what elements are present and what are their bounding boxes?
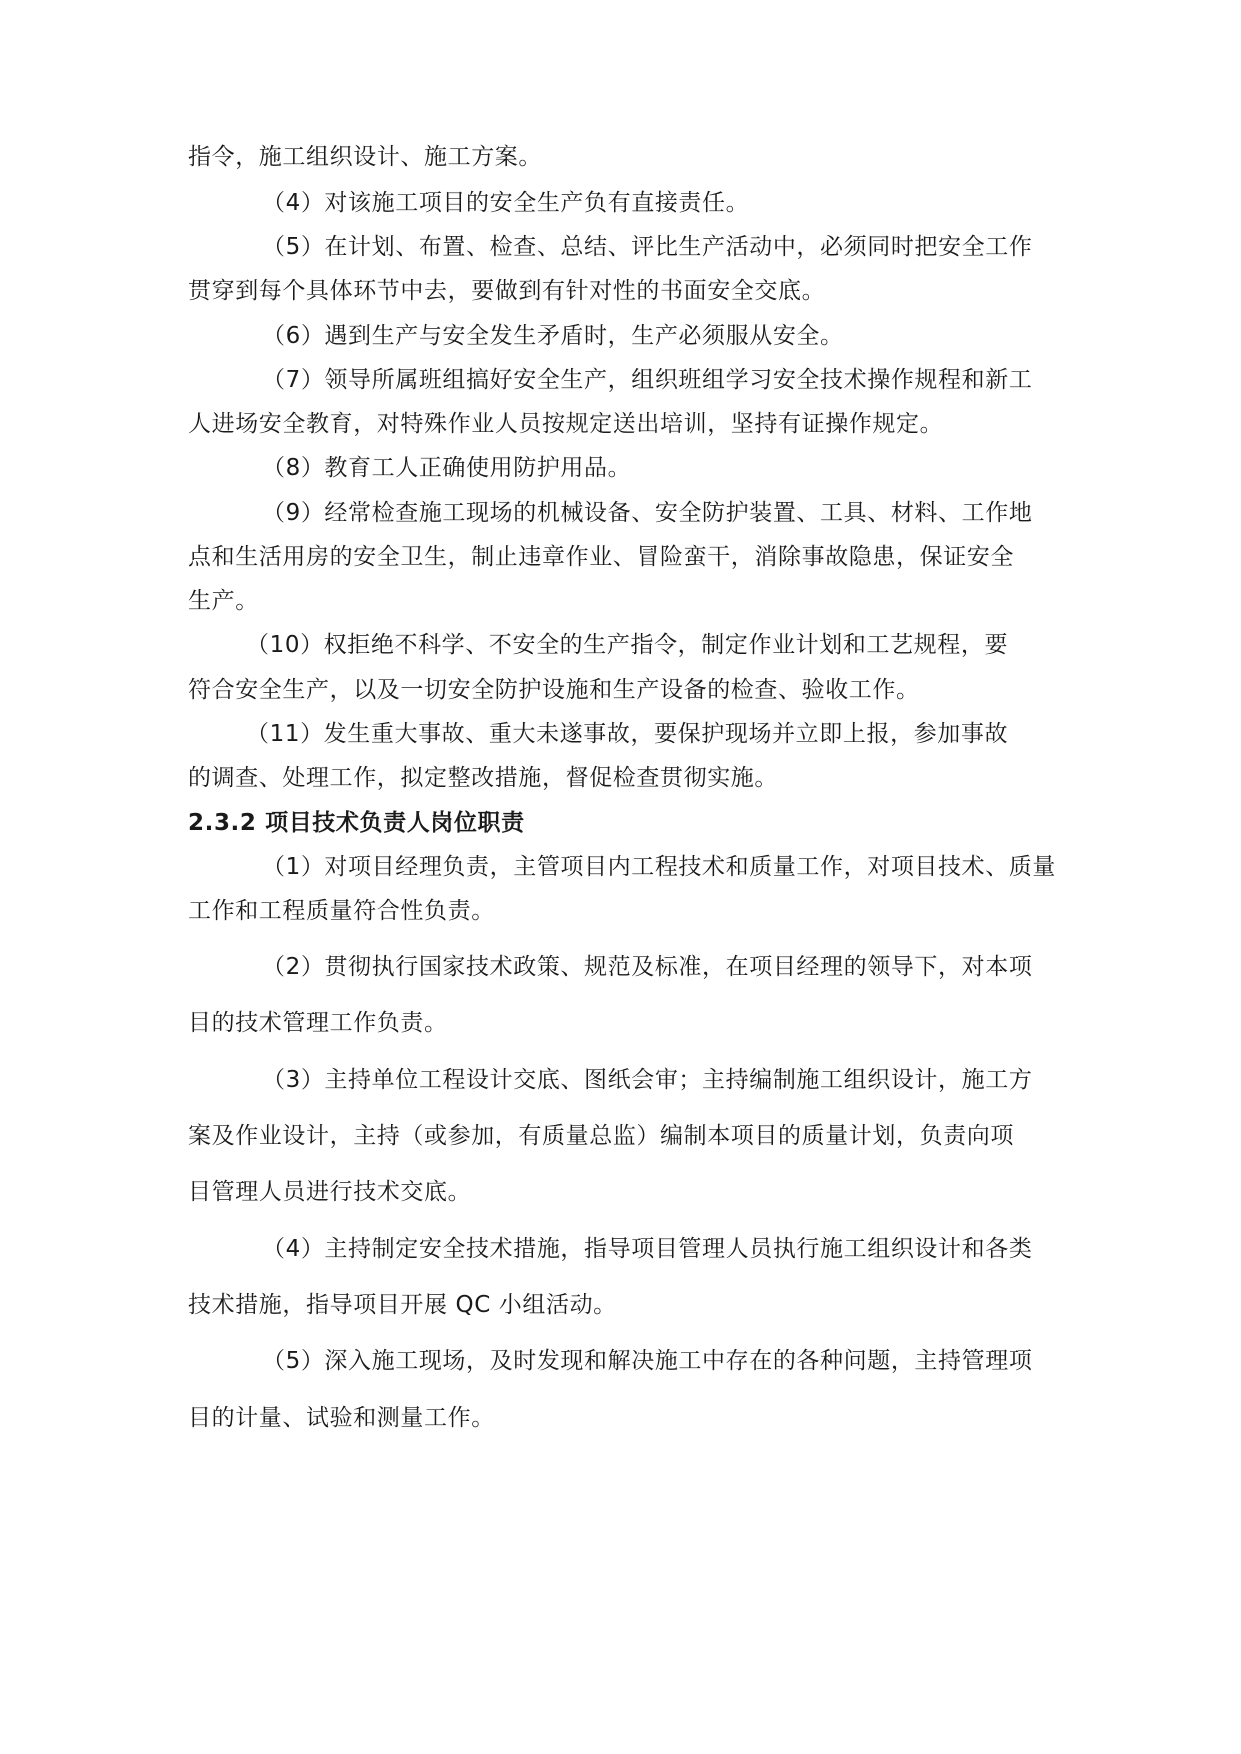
text-line: （8）教育工人正确使用防护用品。: [262, 455, 632, 481]
text-line: （5）深入施工现场，及时发现和解决施工中存在的各种问题，主持管理项: [262, 1348, 1033, 1374]
text-line: （2）贯彻执行国家技术政策、规范及标准，在项目经理的领导下，对本项: [262, 954, 1033, 980]
text-line: （5）在计划、布置、检查、总结、评比生产活动中，必须同时把安全工作: [262, 234, 1033, 260]
text-line: （3）主持单位工程设计交底、图纸会审；主持编制施工组织设计，施工方: [262, 1067, 1033, 1093]
text-line: （4）对该施工项目的安全生产负有直接责任。: [262, 190, 750, 216]
text-line: 案及作业设计，主持（或参加，有质量总监）编制本项目的质量计划，负责向项: [188, 1123, 1014, 1149]
text-line: 目管理人员进行技术交底。: [188, 1179, 472, 1205]
text-line: 生产。: [188, 588, 259, 614]
text-line: 技术措施，指导项目开展 QC 小组活动。: [188, 1292, 617, 1318]
text-line: 贯穿到每个具体环节中去，要做到有针对性的书面安全交底。: [188, 278, 826, 304]
section-heading: 2.3.2 项目技术负责人岗位职责: [188, 810, 525, 836]
text-line: （10）权拒绝不科学、不安全的生产指令，制定作业计划和工艺规程，要: [246, 632, 1009, 658]
text-line: （7）领导所属班组搞好安全生产，组织班组学习安全技术操作规程和新工: [262, 367, 1033, 393]
text-line: （11）发生重大事故、重大未遂事故，要保护现场并立即上报，参加事故: [246, 721, 1009, 747]
text-line: 目的技术管理工作负责。: [188, 1010, 448, 1036]
text-line: 指令，施工组织设计、施工方案。: [188, 144, 542, 170]
text-line: 人进场安全教育，对特殊作业人员按规定送出培训，坚持有证操作规定。: [188, 411, 944, 437]
text-line: （9）经常检查施工现场的机械设备、安全防护装置、工具、材料、工作地: [262, 500, 1033, 526]
text-line: （1）对项目经理负责，主管项目内工程技术和质量工作，对项目技术、质量: [262, 854, 1057, 880]
text-line: 点和生活用房的安全卫生，制止违章作业、冒险蛮干，消除事故隐患，保证安全: [188, 544, 1014, 570]
text-line: （4）主持制定安全技术措施，指导项目管理人员执行施工组织设计和各类: [262, 1236, 1033, 1262]
text-line: 符合安全生产，以及一切安全防护设施和生产设备的检查、验收工作。: [188, 677, 920, 703]
text-line: 的调查、处理工作，拟定整改措施，督促检查贯彻实施。: [188, 765, 778, 791]
text-line: 工作和工程质量符合性负责。: [188, 898, 495, 924]
text-line: （6）遇到生产与安全发生矛盾时，生产必须服从安全。: [262, 323, 844, 349]
text-line: 目的计量、试验和测量工作。: [188, 1405, 495, 1431]
